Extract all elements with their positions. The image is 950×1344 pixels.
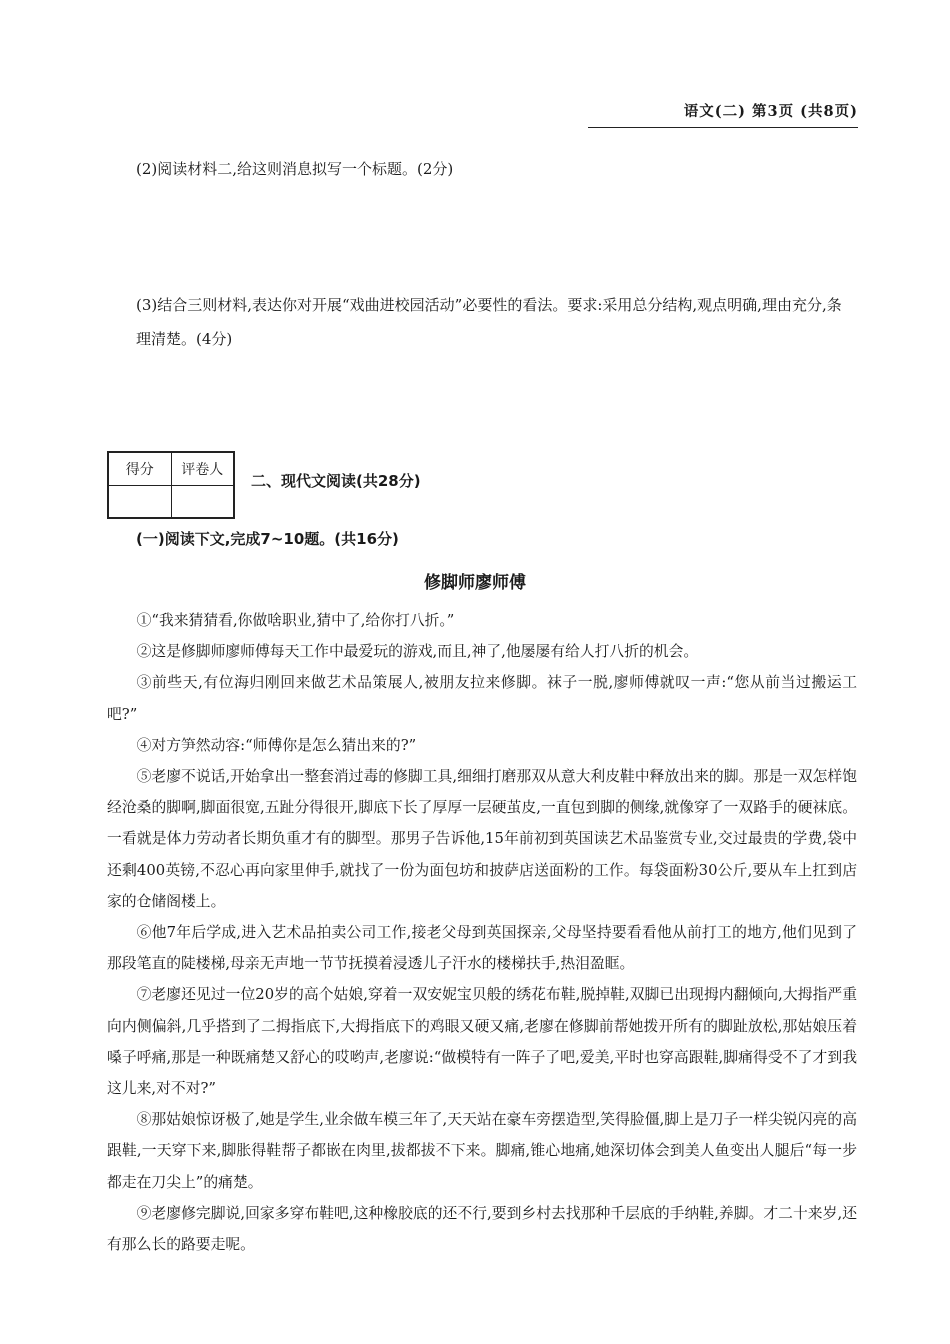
score-label: 得分	[109, 453, 172, 486]
section-title: 二、现代文阅读(共28分)	[251, 472, 421, 490]
paragraph: ③前些天,有位海归刚回来做艺术品策展人,被朋友拉来修脚。袜子一脱,廖师傅就叹一声:“您从前当过搬运工吧?”	[107, 674, 857, 723]
score-cell	[109, 485, 172, 518]
article-body	[107, 605, 857, 1260]
paragraph: ⑦老廖还见过一位20岁的高个姑娘,穿着一双安妮宝贝般的绣花布鞋,脱掉鞋,双脚已出现拇内翻倾向,大拇指严重向内侧偏斜,几乎搭到了二拇指底下,大拇指底下的鸡眼又硬又痛,老廖在修脚前帮她拨开所有的脚趾放松,那姑娘压着嗓子呼痛,那是一种既痛楚又舒心的哎哟声,老廖说:“做模特有一阵子了吧,爱美,平时也穿高跟鞋,脚痛得受不了才到我这儿来,对不对?”	[107, 986, 857, 1098]
paragraph: ⑤老廖不说话,开始拿出一整套消过毒的修脚工具,细细打磨那双从意大利皮鞋中释放出来的脚。那是一双怎样饱经沧桑的脚啊,脚面很宽,五趾分得很开,脚底下长了厚厚一层硬茧皮,一直包到脚的侧缘,就像穿了一双路手的硬袜底。一看就是体力劳动者长期负重才有的脚型。那男子告诉他,15年前初到英国读艺术品鉴赏专业,交过最贵的学费,袋中还剩400英镑,不忍心再向家里伸手,就找了一份为面包坊和披萨店送面粉的工作。每袋面粉30公斤,要从车上扛到店家的仓储阁楼上。	[107, 768, 857, 910]
paragraph: ④对方笋然动容:“师傅你是怎么猜出来的?”	[136, 736, 417, 754]
page-header: 语文(二) 第3页 (共8页)	[588, 100, 858, 128]
paragraph: ②这是修脚师廖师傅每天工作中最爱玩的游戏,而且,神了,他屡屡有给人打八折的机会。	[136, 643, 699, 661]
paragraph: ①“我来猜猜看,你做啥职业,猜中了,给你打八折。”	[136, 612, 455, 629]
grader-cell	[171, 485, 234, 518]
grader-label: 评卷人	[171, 453, 234, 486]
paragraph: ⑥他7年后学成,进入艺术品拍卖公司工作,接老父母到英国探亲,父母坚持要看看他从前打工的地方,他们见到了那段笔直的陡楼梯,母亲无声地一节节抚摸着浸透儿子汗水的楼梯扶手,热泪盈眶。	[107, 924, 857, 973]
question-3: (3)结合三则材料,表达你对开展“戏曲进校园活动”必要性的看法。要求:采用总分结构,观点明确,理由充分,条理清楚。(4分)	[136, 296, 842, 348]
paragraph: ⑨老廖修完脚说,回家多穿布鞋吧,这种橡胶底的还不行,要到乡村去找那种千层底的手纳鞋,养脚。才二十来岁,还有那么长的路要走呢。	[107, 1204, 857, 1254]
score-box	[107, 451, 235, 519]
question-2: (2)阅读材料二,给这则消息拟写一个标题。(2分)	[136, 160, 454, 178]
section-subtitle: (一)阅读下文,完成7~10题。(共16分)	[136, 530, 399, 548]
paragraph: ⑧那姑娘惊讶极了,她是学生,业余做车模三年了,天天站在豪车旁摆造型,笑得脸僵,脚上是刀子一样尖锐闪亮的高跟鞋,一天穿下来,脚胀得鞋帮子都嵌在肉里,拔都拔不下来。脚痛,锥心地痛,她深切体会到美人鱼变出人腿后“每一步都走在刀尖上”的痛楚。	[107, 1111, 857, 1191]
article-title: 修脚师廖师傅	[424, 573, 526, 593]
